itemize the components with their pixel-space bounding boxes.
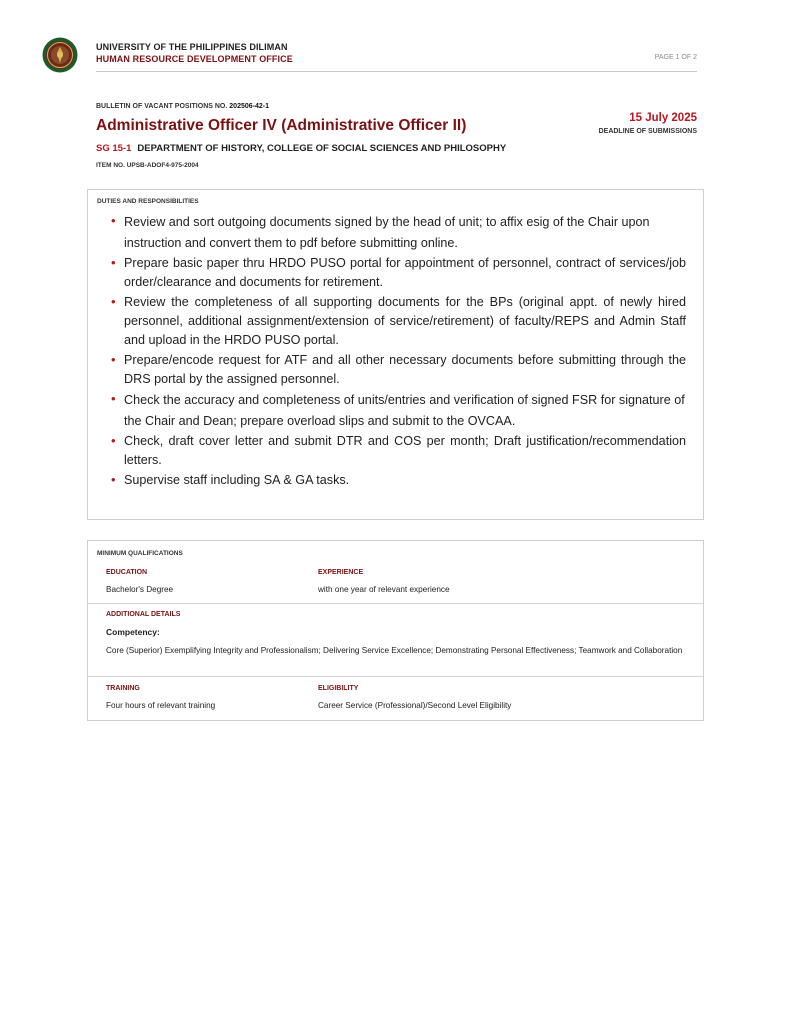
- bulletin-label: BULLETIN OF VACANT POSITIONS NO.: [96, 103, 228, 110]
- duties-list: [124, 212, 686, 491]
- duty-item: • Supervise staff including SA & GA tasks.: [124, 471, 686, 490]
- duty-item: • Check, draft cover letter and submit DTR and COS per month; Draft justification/recommendation letters.: [124, 432, 686, 470]
- office-name: HUMAN RESOURCE DEVELOPMENT OFFICE: [96, 54, 293, 64]
- salary-grade-line: [96, 143, 506, 154]
- item-number: ITEM NO. UPSB-ADOF4-975-2004: [96, 162, 199, 169]
- qualifications-heading: MINIMUM QUALIFICATIONS: [97, 550, 183, 557]
- duties-heading: DUTIES AND RESPONSIBILITIES: [97, 198, 199, 205]
- education-label: EDUCATION: [106, 569, 148, 576]
- duties-section: [87, 189, 704, 520]
- eligibility-value: Career Service (Professional)/Second Level Eligibility: [318, 701, 512, 710]
- qualifications-section: [87, 540, 704, 721]
- header-divider: [96, 71, 697, 72]
- duty-item: • Prepare basic paper thru HRDO PUSO portal for appointment of personnel, contract of services/job order/clearance and documents for retirement.: [124, 254, 686, 292]
- section-divider: [88, 676, 703, 677]
- experience-value: with one year of relevant experience: [318, 585, 450, 594]
- bulletin-number: 202506-42-1: [229, 103, 269, 110]
- duty-item: • Prepare/encode request for ATF and all other necessary documents before submitting through the DRS portal by the assigned personnel.: [124, 351, 686, 389]
- eligibility-label: ELIGIBILITY: [318, 685, 359, 692]
- training-label: TRAINING: [106, 685, 140, 692]
- page-number: PAGE 1 OF 2: [654, 54, 697, 61]
- education-value: Bachelor's Degree: [106, 585, 174, 594]
- section-divider: [88, 603, 703, 604]
- duty-item: • Check the accuracy and completeness of units/entries and verification of signed FSR for signature of the Chair and Dean; prepare overload slips and submit to the OVCAA.: [124, 390, 686, 431]
- competency-label: Competency:: [106, 627, 160, 637]
- salary-grade: SG 15-1: [96, 143, 132, 154]
- experience-label: EXPERIENCE: [318, 569, 364, 576]
- position-title: Administrative Officer IV (Administrative Officer II): [96, 117, 467, 134]
- additional-details-label: ADDITIONAL DETAILS: [106, 611, 181, 618]
- university-name: UNIVERSITY OF THE PHILIPPINES DILIMAN: [96, 42, 288, 52]
- university-seal-icon: [42, 37, 78, 73]
- training-value: Four hours of relevant training: [106, 701, 216, 710]
- bulletin-number-line: [96, 103, 269, 110]
- deadline-label: DEADLINE OF SUBMISSIONS: [598, 128, 697, 135]
- duty-item: • Review and sort outgoing documents signed by the head of unit; to affix esig of the Chair upon instruction and convert them to pdf before submitting online.: [124, 212, 686, 253]
- competency-value: Core (Superior) Exemplifying Integrity and Professionalism; Delivering Service Excellence; Demonstrating Personal Effectiveness; Teamwork and Collaboration: [106, 646, 683, 655]
- duty-item: • Review the completeness of all supporting documents for the BPs (original appt. of newly hired personnel, additional assignment/extension of service/retirement) of faculty/REPS and Admin Staff and upload in the HRDO PUSO portal.: [124, 293, 686, 350]
- deadline-date: 15 July 2025: [629, 112, 697, 124]
- department: DEPARTMENT OF HISTORY, COLLEGE OF SOCIAL SCIENCES AND PHILOSOPHY: [137, 143, 507, 154]
